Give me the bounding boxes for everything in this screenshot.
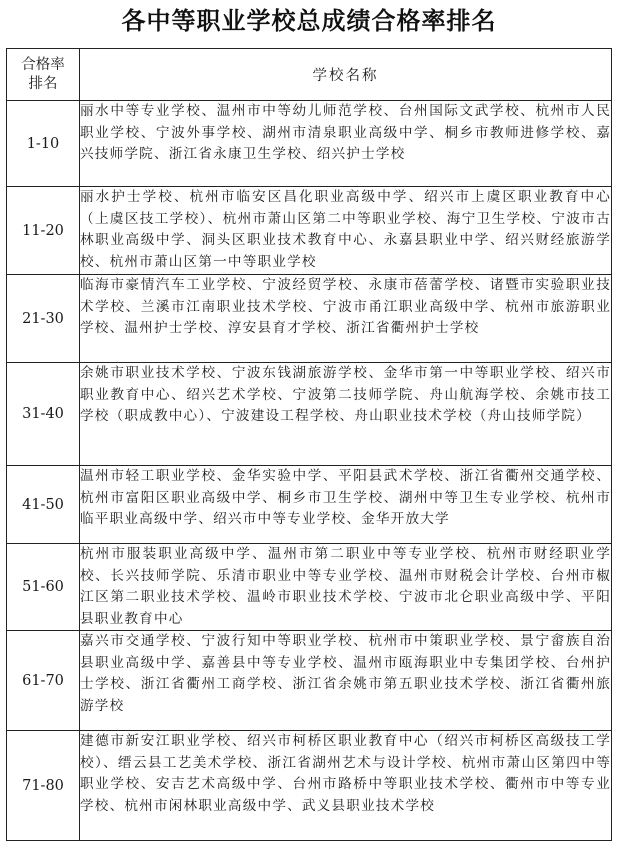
rank-range: 51-60 — [7, 544, 80, 631]
header-rank-line2: 排名 — [28, 75, 58, 92]
header-school-name: 学校名称 — [80, 49, 612, 101]
table-row — [7, 731, 612, 841]
table-row — [7, 275, 612, 363]
rank-range: 1-10 — [7, 101, 80, 187]
school-list: 温州市轻工职业学校、金华实验中学、平阳县武术学校、浙江省衢州交通学校、杭州市富阳区职业高级中学、桐乡市卫生学校、湖州中等卫生专业学校、杭州市临平职业高级中学、绍兴市中等专业学校、金华开放大学 — [80, 466, 612, 544]
header-rank — [7, 49, 80, 101]
rank-range: 71-80 — [7, 731, 80, 841]
table-row — [7, 466, 612, 544]
ranking-table — [6, 48, 612, 841]
rank-range: 41-50 — [7, 466, 80, 544]
school-list: 杭州市服装职业高级中学、温州市第二职业中等专业学校、杭州市财经职业学校、长兴技师学院、乐清市职业中等专业学校、温州市财税会计学校、台州市椒江区第二职业技术学校、温岭市职业技术学校、宁波市北仑职业高级中学、平阳县职业教育中心 — [80, 544, 612, 631]
rank-range: 21-30 — [7, 275, 80, 363]
table-row — [7, 187, 612, 275]
rank-range: 31-40 — [7, 363, 80, 466]
table-row — [7, 631, 612, 731]
table-row — [7, 363, 612, 466]
table-row — [7, 544, 612, 631]
school-list: 余姚市职业技术学校、宁波东钱湖旅游学校、金华市第一中等职业学校、绍兴市职业教育中心、绍兴艺术学校、宁波第二技师学院、舟山航海学校、余姚市技工学校（职成教中心）、宁波建设工程学校、舟山职业技术学校（舟山技师学院） — [80, 363, 612, 466]
school-list: 丽水护士学校、杭州市临安区昌化职业高级中学、绍兴市上虞区职业教育中心（上虞区技工学校）、杭州市萧山区第二中等职业学校、海宁卫生学校、宁波市古林职业高级中学、洞头区职业技术教育中心、永嘉县职业中学、绍兴财经旅游学校、杭州市萧山区第一中等职业学校 — [80, 187, 612, 275]
header-rank-line1: 合格率 — [21, 56, 65, 73]
table-row — [7, 101, 612, 187]
table-header-row — [7, 49, 612, 101]
rank-range: 61-70 — [7, 631, 80, 731]
school-list: 丽水中等专业学校、温州市中等幼儿师范学校、台州国际文武学校、杭州市人民职业学校、宁波外事学校、湖州市清泉职业高级中学、桐乡市教师进修学校、嘉兴技师学院、浙江省永康卫生学校、绍兴护士学校 — [80, 101, 612, 187]
rank-range: 11-20 — [7, 187, 80, 275]
school-list: 嘉兴市交通学校、宁波行知中等职业学校、杭州市中策职业学校、景宁畲族自治县职业高级中学、嘉善县中等专业学校、温州市瓯海职业中专集团学校、台州护士学校、浙江省衢州工商学校、浙江省余姚市第五职业技术学校、浙江省衢州旅游学校 — [80, 631, 612, 731]
school-list: 建德市新安江职业学校、绍兴市柯桥区职业教育中心（绍兴市柯桥区高级技工学校）、缙云县工艺美术学校、浙江省湖州艺术与设计学校、杭州市萧山区第四中等职业学校、安吉艺术高级中学、台州市路桥中等职业技术学校、衢州市中等专业学校、杭州市闲林职业高级中学、武义县职业技术学校 — [80, 731, 612, 841]
school-list: 临海市豪情汽车工业学校、宁波经贸学校、永康市蓓蕾学校、诸暨市实验职业技术学校、兰溪市江南职业技术学校、宁波市甬江职业高级中学、杭州市旅游职业学校、温州护士学校、淳安县育才学校、浙江省衢州护士学校 — [80, 275, 612, 363]
document-title: 各中等职业学校总成绩合格率排名 — [121, 7, 497, 35]
